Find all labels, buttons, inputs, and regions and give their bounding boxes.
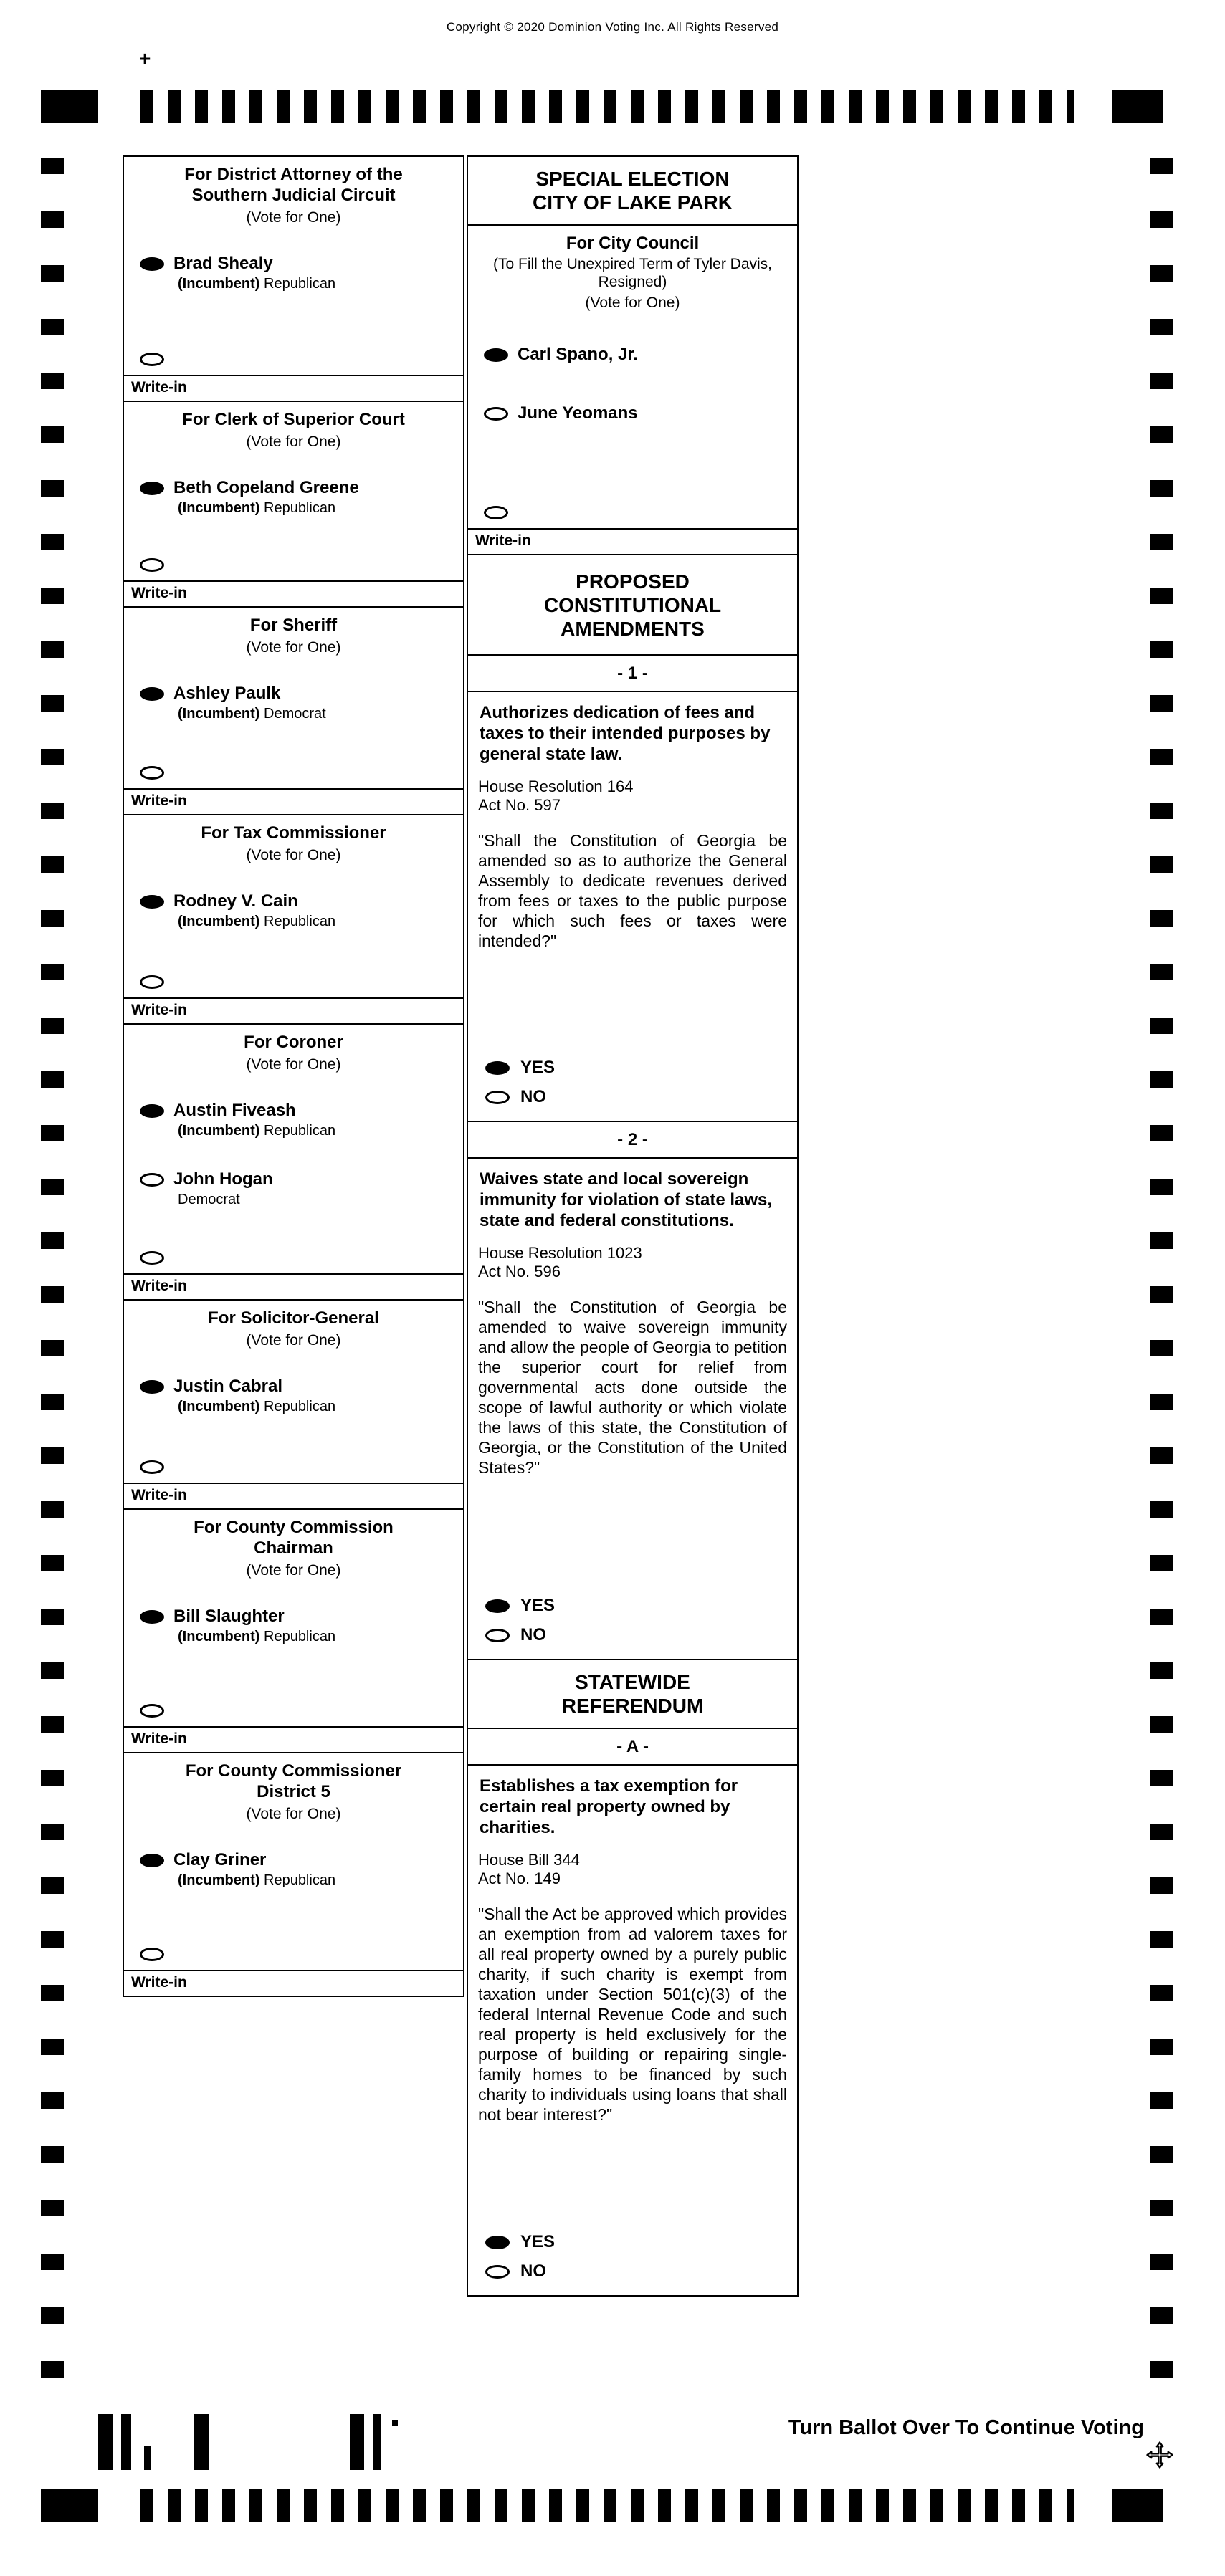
measure-reference: House Resolution 164 Act No. 597 — [478, 777, 634, 814]
barcode-bar — [194, 2414, 209, 2470]
write-in-area — [124, 1970, 463, 1996]
vote-for-instruction: (Vote for One) — [246, 209, 341, 226]
candidate-row-blank — [124, 1242, 463, 1270]
write-in-label: Write-in — [131, 1730, 187, 1747]
no-choice — [478, 1083, 787, 1112]
special-election-header: SPECIAL ELECTION CITY OF LAKE PARK — [533, 168, 733, 214]
copyright-notice: Copyright © 2020 Dominion Voting Inc. All Rights Reserved — [446, 20, 779, 34]
ballot-oval[interactable] — [485, 1599, 510, 1613]
timing-block — [41, 90, 98, 123]
write-in-label: Write-in — [475, 532, 531, 549]
no-label: NO — [520, 1087, 546, 1106]
candidate-row-blank — [124, 1938, 463, 1967]
measure-question: "Shall the Constitution of Georgia be amended so as to authorize the General Assembly to dedicate revenues derived from fees or taxes to the public purpose for which such fees or taxes were intended?" — [478, 831, 787, 950]
ballot-oval[interactable] — [140, 1173, 164, 1187]
timing-block — [41, 2489, 98, 2522]
yes-choice — [478, 2228, 787, 2257]
candidate-row-blank — [124, 966, 463, 995]
write-in-label: Write-in — [131, 1487, 187, 1503]
measure-question: "Shall the Act be approved which provides an exemption from ad valorem taxes for all real property owned by a purely public charity, if such charity is exempt from taxation under Section 501(c)(3) of the federal Internal Revenue Code and such real property is held exclusively for the purpose of building or repairing single-family homes to be financed by such charity to individuals using loans that shall not bear interest?" — [478, 1905, 787, 2124]
contest-sheriff — [123, 606, 464, 815]
ballot-oval[interactable] — [485, 2265, 510, 2279]
candidate-party: (Incumbent) Republican — [178, 1123, 336, 1139]
referendum-a-number: - A - — [468, 1728, 797, 1764]
yes-label: YES — [520, 1596, 556, 1615]
contest-title: For Solicitor-General — [208, 1308, 379, 1328]
ballot-oval[interactable] — [140, 1460, 164, 1474]
candidate-row-blank — [468, 497, 797, 525]
contest-title: For Coroner — [244, 1033, 343, 1052]
ballot-oval[interactable] — [140, 1104, 164, 1118]
contest-title: For Sheriff — [249, 616, 338, 635]
contest-title: For Clerk of Superior Court — [182, 410, 405, 429]
candidate-row-blank — [124, 1695, 463, 1723]
yes-label: YES — [520, 2232, 556, 2251]
candidate-party: (Incumbent) Republican — [178, 500, 336, 516]
yes-choice — [478, 1591, 787, 1621]
barcode-bar — [373, 2414, 381, 2470]
barcode-bar — [121, 2414, 131, 2470]
left-ballot-column — [123, 155, 464, 1997]
candidate-name: Ashley Paulk — [173, 684, 281, 703]
measure-summary: Authorizes dedication of fees and taxes to their intended purposes by general state law. — [480, 703, 771, 764]
yes-no-choices — [478, 1577, 787, 1650]
barcode-bar — [350, 2414, 364, 2470]
vote-for-instruction: (Vote for One) — [246, 1332, 341, 1349]
referendum-a — [468, 1764, 797, 2295]
candidate-name: Justin Cabral — [173, 1376, 283, 1396]
write-in-label: Write-in — [131, 1278, 187, 1294]
candidate-row — [124, 472, 463, 522]
candidate-row — [124, 1371, 463, 1421]
move-cursor-icon — [1145, 2441, 1174, 2469]
contest-subtitle: (To Fill the Unexpired Term of Tyler Davis, Resigned) — [492, 256, 773, 290]
timing-block — [1112, 2489, 1163, 2522]
no-choice — [478, 1621, 787, 1650]
timing-marks-right — [1150, 158, 1173, 2392]
ballot-oval[interactable] — [140, 1854, 164, 1867]
candidate-row-blank — [124, 757, 463, 785]
ballot-oval[interactable] — [140, 1704, 164, 1718]
constitutional-amendments-header: PROPOSED CONSTITUTIONAL AMENDMENTS — [468, 554, 797, 654]
contest-coroner — [123, 1023, 464, 1301]
timing-bars — [140, 90, 1074, 123]
ballot-oval[interactable] — [485, 1061, 510, 1075]
candidate-name: John Hogan — [173, 1169, 273, 1189]
ballot-oval[interactable] — [140, 1251, 164, 1265]
contest-county-commission-chairman — [123, 1508, 464, 1753]
no-label: NO — [520, 2261, 546, 2281]
contest-city-council — [468, 224, 797, 554]
candidate-name: Rodney V. Cain — [173, 891, 298, 911]
candidate-row — [124, 1164, 463, 1214]
vote-for-instruction: (Vote for One) — [246, 639, 341, 656]
ballot-oval[interactable] — [485, 1091, 510, 1104]
amendment-1 — [468, 691, 797, 1121]
amendment-2-number: - 2 - — [468, 1121, 797, 1157]
timing-block — [1112, 90, 1163, 123]
registration-mark: + — [139, 47, 151, 70]
write-in-area — [124, 788, 463, 814]
measure-summary: Waives state and local sovereign immunity for violation of state laws, state and federal constitutions. — [480, 1169, 773, 1230]
write-in-area — [124, 375, 463, 401]
measure-reference: House Bill 344 Act No. 149 — [478, 1851, 580, 1887]
right-ballot-column — [467, 155, 799, 2297]
candidate-name: Clay Griner — [173, 1850, 267, 1869]
ballot-oval[interactable] — [140, 766, 164, 780]
statewide-referendum-header: STATEWIDE REFERENDUM — [468, 1659, 797, 1728]
ballot-oval[interactable] — [140, 558, 164, 572]
yes-no-choices — [478, 2213, 787, 2287]
ballot-oval[interactable] — [485, 1629, 510, 1642]
candidate-row-blank — [124, 549, 463, 578]
candidate-row — [468, 398, 797, 429]
turn-ballot-over-instruction: Turn Ballot Over To Continue Voting — [788, 2416, 1144, 2439]
contest-title: For City Council — [566, 234, 700, 253]
ballot-oval[interactable] — [484, 506, 508, 519]
candidate-party: Democrat — [178, 1192, 240, 1207]
yes-label: YES — [520, 1058, 556, 1077]
ballot-oval[interactable] — [140, 257, 164, 271]
ballot-oval[interactable] — [140, 895, 164, 909]
write-in-area — [124, 1483, 463, 1508]
candidate-name: June Yeomans — [518, 403, 638, 423]
ballot-oval[interactable] — [140, 353, 164, 366]
contest-title: For County Commissioner District 5 — [185, 1761, 402, 1801]
write-in-label: Write-in — [131, 1974, 187, 1991]
ballot-barcode — [98, 2414, 406, 2470]
candidate-name: Bill Slaughter — [173, 1607, 285, 1626]
measure-summary: Establishes a tax exemption for certain real property owned by charities. — [480, 1776, 738, 1837]
timing-marks-bottom — [41, 2489, 1163, 2522]
candidate-row-blank — [124, 343, 463, 372]
yes-no-choices — [478, 1039, 787, 1112]
no-choice — [478, 2257, 787, 2287]
ballot-oval[interactable] — [484, 407, 508, 421]
ballot-oval[interactable] — [140, 1948, 164, 1961]
contest-title: For Tax Commissioner — [201, 823, 386, 843]
timing-marks-left — [41, 158, 64, 2392]
contest-county-commissioner-district-5 — [123, 1752, 464, 1997]
candidate-party: (Incumbent) Republican — [178, 914, 336, 929]
vote-for-instruction: (Vote for One) — [246, 847, 341, 863]
candidate-name: Austin Fiveash — [173, 1101, 296, 1120]
candidate-name: Beth Copeland Greene — [173, 478, 359, 497]
ballot-oval[interactable] — [140, 482, 164, 495]
barcode-mark — [392, 2420, 398, 2426]
ballot-oval[interactable] — [485, 2236, 510, 2249]
timing-bars — [140, 2489, 1074, 2522]
barcode-bar — [144, 2446, 151, 2470]
no-label: NO — [520, 1625, 546, 1644]
candidate-party: (Incumbent) Republican — [178, 1399, 336, 1414]
candidate-row — [124, 678, 463, 728]
candidate-party: (Incumbent) Republican — [178, 1872, 336, 1888]
ballot-oval[interactable] — [140, 1380, 164, 1394]
ballot-oval[interactable] — [484, 348, 508, 362]
candidate-row — [124, 1601, 463, 1651]
candidate-row — [124, 248, 463, 298]
contest-tax-commissioner — [123, 814, 464, 1025]
contest-title: For County Commission Chairman — [194, 1518, 394, 1558]
candidate-row — [468, 339, 797, 370]
amendment-2 — [468, 1157, 797, 1659]
candidate-row — [124, 1095, 463, 1145]
candidate-name: Brad Shealy — [173, 254, 273, 273]
candidate-party: (Incumbent) Democrat — [178, 706, 326, 722]
timing-marks-top — [41, 90, 1163, 123]
write-in-label: Write-in — [131, 793, 187, 809]
ballot-oval[interactable] — [140, 1610, 164, 1624]
write-in-area — [124, 1726, 463, 1752]
vote-for-instruction: (Vote for One) — [585, 295, 680, 311]
candidate-row — [124, 1844, 463, 1895]
ballot-oval[interactable] — [140, 975, 164, 989]
contest-solicitor-general — [123, 1299, 464, 1510]
measure-question: "Shall the Constitution of Georgia be amended to waive sovereign immunity and allow the people of Georgia to petition the superior court for relief from governmental acts done outside the scope of lawful authority or which violate the laws of this state, the Constitution of Georgia, or the Constitution of the United States?" — [478, 1298, 787, 1477]
ballot-oval[interactable] — [140, 687, 164, 701]
contest-title: For District Attorney of the Southern Judicial Circuit — [184, 165, 403, 205]
candidate-party: (Incumbent) Republican — [178, 1629, 336, 1644]
write-in-area — [124, 1273, 463, 1299]
candidate-name: Carl Spano, Jr. — [518, 345, 639, 364]
write-in-area — [124, 580, 463, 606]
candidate-row-blank — [124, 1451, 463, 1480]
candidate-party: (Incumbent) Republican — [178, 276, 336, 292]
contest-clerk-superior-court — [123, 401, 464, 608]
contest-district-attorney — [123, 155, 464, 402]
vote-for-instruction: (Vote for One) — [246, 1806, 341, 1822]
write-in-label: Write-in — [131, 379, 187, 396]
candidate-row — [124, 886, 463, 936]
vote-for-instruction: (Vote for One) — [246, 434, 341, 450]
write-in-area — [468, 528, 797, 554]
yes-choice — [478, 1053, 787, 1083]
vote-for-instruction: (Vote for One) — [246, 1562, 341, 1579]
write-in-label: Write-in — [131, 585, 187, 601]
write-in-area — [124, 997, 463, 1023]
vote-for-instruction: (Vote for One) — [246, 1056, 341, 1073]
amendment-1-number: - 1 - — [468, 654, 797, 691]
barcode-bar — [98, 2414, 113, 2470]
write-in-label: Write-in — [131, 1002, 187, 1018]
measure-reference: House Resolution 1023 Act No. 596 — [478, 1244, 642, 1280]
